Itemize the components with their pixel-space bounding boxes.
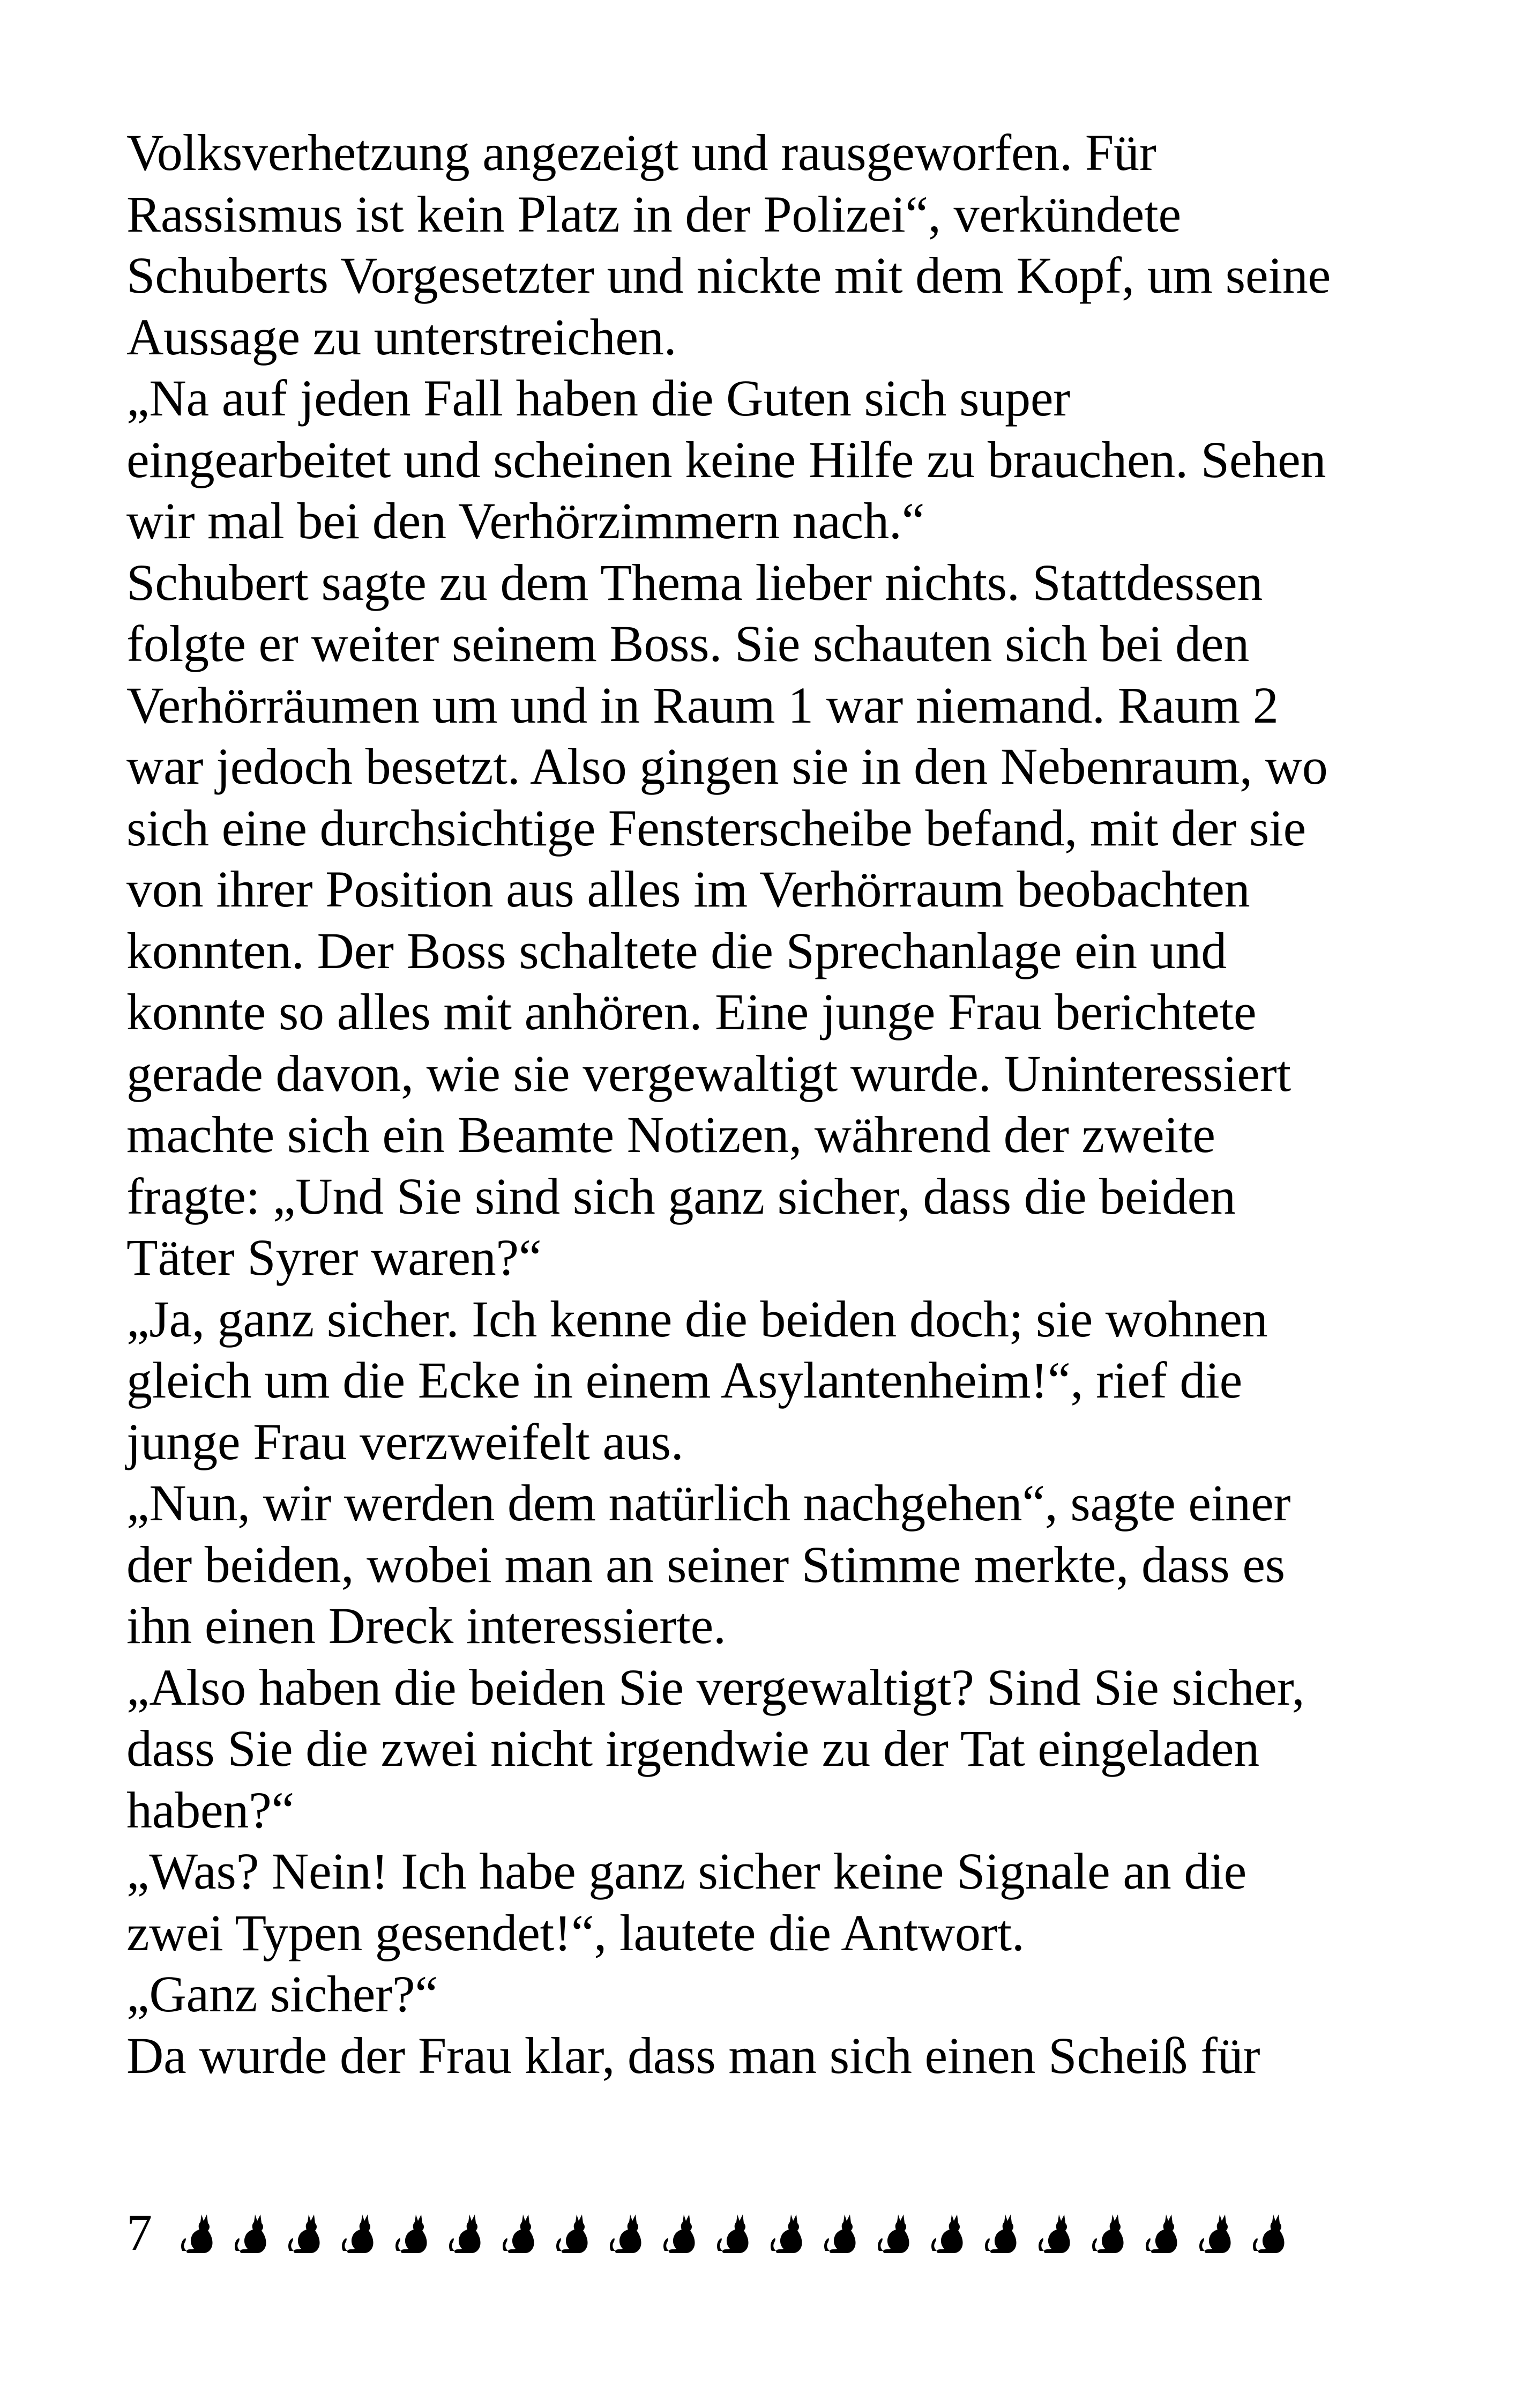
text-line: „Also haben die beiden Sie vergewaltigt? Sind Sie sicher, [126,1658,1305,1716]
cat-silhouette-icon [982,2210,1020,2255]
cat-silhouette-icon [714,2210,752,2255]
text-line: Täter Syrer waren?“ [126,1229,542,1286]
cat-silhouette-icon [1196,2210,1235,2255]
text-line: Rassismus ist kein Platz in der Polizei“, verkündete [126,185,1181,243]
cat-silhouette-icon [232,2210,270,2255]
cat-silhouette-icon [875,2210,913,2255]
text-line: sich eine durchsichtige Fensterscheibe befand, mit der sie [126,799,1306,857]
text-line: zwei Typen gesendet!“, lautete die Antwort. [126,1904,1025,1961]
footer-ornament-row [178,2210,1303,2255]
text-line: gerade davon, wie sie vergewaltigt wurde. Uninteressiert [126,1044,1291,1102]
cat-silhouette-icon [339,2210,377,2255]
text-line: dass Sie die zwei nicht irgendwie zu der Tat eingeladen [126,1720,1260,1777]
text-line: gleich um die Ecke in einem Asylantenheim!“, rief die [126,1351,1242,1409]
text-line: haben?“ [126,1781,295,1839]
text-line: wir mal bei den Verhörzimmern nach.“ [126,492,925,549]
cat-silhouette-icon [1143,2210,1181,2255]
cat-silhouette-icon [928,2210,967,2255]
text-line: junge Frau verzweifelt aus. [126,1413,684,1470]
text-line: Schuberts Vorgesetzter und nickte mit dem Kopf, um seine [126,247,1331,304]
cat-silhouette-icon [660,2210,699,2255]
page-number: 7 [126,2204,152,2261]
cat-silhouette-icon [821,2210,860,2255]
cat-silhouette-icon [446,2210,484,2255]
text-line: „Na auf jeden Fall haben die Guten sich super [126,369,1071,427]
cat-silhouette-icon [553,2210,592,2255]
text-line: fragte: „Und Sie sind sich ganz sicher, dass die beiden [126,1167,1236,1225]
cat-silhouette-icon [1089,2210,1128,2255]
text-line: ihn einen Dreck interessierte. [126,1597,726,1654]
cat-silhouette-icon [285,2210,324,2255]
text-line: „Ja, ganz sicher. Ich kenne die beiden doch; sie wohnen [126,1290,1268,1348]
text-line: von ihrer Position aus alles im Verhörraum beobachten [126,860,1250,918]
text-line: Da wurde der Frau klar, dass man sich einen Scheiß für [126,2026,1260,2084]
text-line: machte sich ein Beamte Notizen, während der zweite [126,1106,1215,1163]
cat-silhouette-icon [1250,2210,1288,2255]
text-line: konnte so alles mit anhören. Eine junge Frau berichtete [126,983,1257,1041]
cat-silhouette-icon [607,2210,645,2255]
text-line: war jedoch besetzt. Also gingen sie in den Nebenraum, wo [126,738,1328,795]
body-text [126,122,1423,2086]
text-line: Schubert sagte zu dem Thema lieber nichts. Stattdessen [126,553,1263,611]
cat-silhouette-icon [392,2210,431,2255]
text-line: der beiden, wobei man an seiner Stimme merkte, dass es [126,1535,1285,1593]
text-line: Volksverhetzung angezeigt und rausgeworfen. Für [126,124,1156,181]
text-line: konnten. Der Boss schaltete die Sprechanlage ein und [126,921,1227,979]
page-footer [126,2201,1303,2265]
cat-silhouette-icon [1035,2210,1074,2255]
cat-silhouette-icon [178,2210,216,2255]
text-line: Aussage zu unterstreichen. [126,308,677,366]
text-line: eingearbeitet und scheinen keine Hilfe zu brauchen. Sehen [126,430,1326,488]
text-line: folgte er weiter seinem Boss. Sie schauten sich bei den [126,615,1250,672]
cat-silhouette-icon [499,2210,538,2255]
text-line: „Nun, wir werden dem natürlich nachgehen“, sagte einer [126,1474,1291,1532]
cat-silhouette-icon [767,2210,806,2255]
text-line: „Ganz sicher?“ [126,1965,438,2023]
text-line: „Was? Nein! Ich habe ganz sicher keine Signale an die [126,1842,1247,1900]
text-line: Verhörräumen um und in Raum 1 war niemand. Raum 2 [126,676,1279,734]
